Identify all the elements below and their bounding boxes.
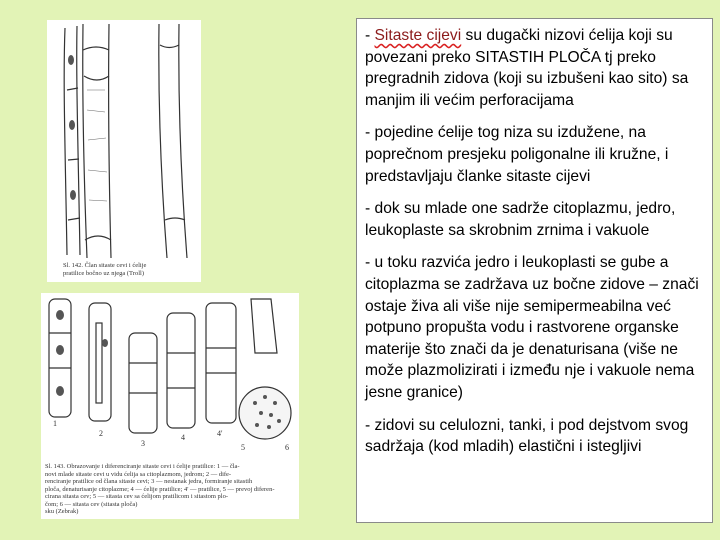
paragraph-prefix: -: [365, 27, 375, 44]
figure1-caption: Sl. 142. Član sitaste cevi i ćelije pratilice bočno uz njega (Troll): [63, 262, 147, 277]
paragraph-development: - u toku razvića jedro i leukoplasti se gube a citoplazma se zadržava uz bočne zidove – znači ostaje živa ali više nije semipermeabilna već potpuno propušta vodu i rastvorene organske materije što znači da je denaturisana (više ne može plazmolizirati i između nje i vakuole nema jesne granice): [365, 254, 699, 401]
sieve-tube-drawing: [47, 20, 201, 260]
figure2-label-6: 6: [285, 443, 289, 452]
figure2-label-4prime: 4': [217, 429, 223, 438]
paragraph-walls: - zidovi su celulozni, tanki, i pod dejstvom svog sadržaja (kod mladih) elastični i istegljivi: [365, 416, 689, 456]
figure2-label-1: 1: [53, 419, 57, 428]
figure2-caption: Sl. 143. Obrazovanje i diferenciranje sitaste cevi i ćelije pratilice: 1 — čla- novi mlade sitaste cevi u vidu ćelija sa citoplazmom, jedrom; 2 — dife- renciranje pratilice od člana sitaste cevi; 3 — nestanak jedra, formiranje sitastih ploča, denaturisanje citoplazme; 4 — ćelije pratilice; 4' — pratilice, 5 — prevoj diferen- cirana sitasta cev; 5 — sitasta cev sa ćelijom pratilicom i sitastom plo- čom; 6 — sitasta cev (sitasta ploča) sku (Zebrak): [45, 463, 275, 515]
figure2-label-4: 4: [181, 433, 185, 442]
paragraph-1-rest: su dugački nizovi ćelija koji su povezani preko SITASTIH PLOČA tj preko pregradnih zidova (koji su izbušeni kao sito) sa manjim ili većim perforacijama: [365, 27, 689, 109]
figure2-label-2: 2: [99, 429, 103, 438]
figure2-label-3: 3: [141, 439, 145, 448]
paragraph-cells: - pojedine ćelije tog niza su izdužene, na poprečnom presjeku poligonalne ili kružne, i predstavljaju članke sitaste cijevi: [365, 124, 669, 185]
figure2-label-5: 5: [241, 443, 245, 452]
term-sitaste-cijevi: Sitaste cijevi: [374, 27, 462, 44]
differentiation-drawing: [41, 293, 299, 461]
text-box: [356, 18, 713, 523]
paragraph-young: - dok su mlade one sadrže citoplazmu, jedro, leukoplaste sa skrobnim zrnima i vakuole: [365, 200, 676, 239]
figure-differentiation: [41, 293, 299, 519]
figure-sieve-tube-member: [47, 20, 201, 282]
paragraph-sieve-tubes: [365, 25, 706, 111]
